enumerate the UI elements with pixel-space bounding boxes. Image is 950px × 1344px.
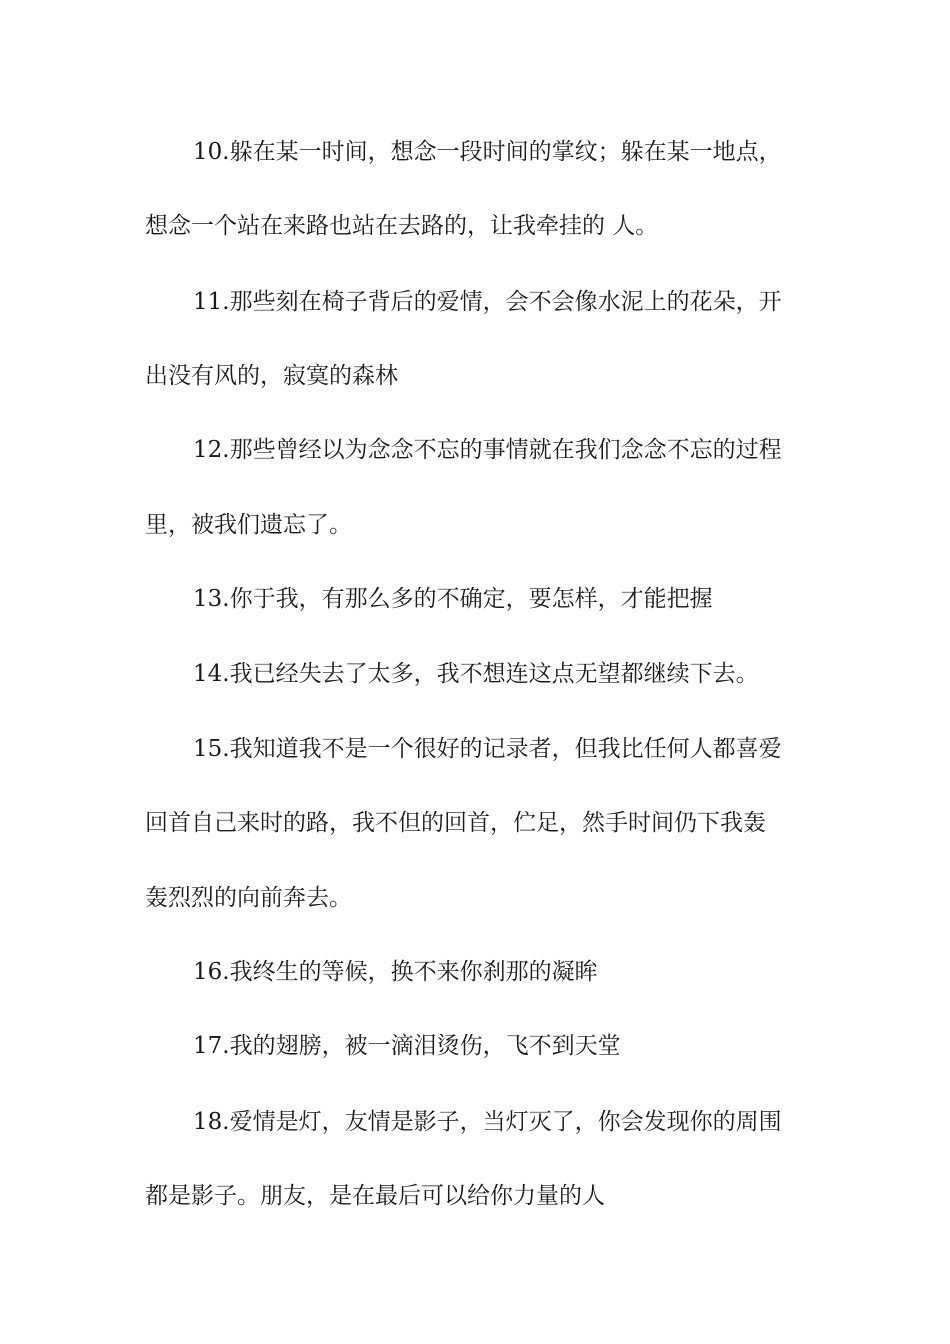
item-13-line-1: 13.你于我，有那么多的不确定，要怎样，才能把握 [193,586,713,612]
item-15-line-3: 轰烈烈的向前奔去。 [145,885,352,911]
item-15-line-2: 回首自己来时的路，我不但的回首，伫足，然手时间仍下我轰 [145,810,766,836]
item-16-line-1: 16.我终生的等候，换不来你刹那的凝眸 [193,959,598,985]
item-17-line-1: 17.我的翅膀，被一滴泪烫伤，飞不到天堂 [193,1033,621,1059]
item-12-line-2: 里，被我们遗忘了。 [145,512,352,538]
item-12-line-1: 12.那些曾经以为念念不忘的事情就在我们念念不忘的过程 [193,437,782,463]
item-11-line-2: 出没有风的，寂寞的森林 [145,363,398,389]
item-10-line-1: 10.躲在某一时间，想念一段时间的掌纹；躲在某一地点， [193,139,782,165]
item-18-line-2: 都是影子。朋友，是在最后可以给你力量的人 [145,1183,605,1209]
item-14-line-1: 14.我已经失去了太多，我不想连这点无望都继续下去。 [193,661,759,687]
item-18-line-1: 18.爱情是灯，友情是影子，当灯灭了，你会发现你的周围 [193,1109,782,1135]
item-15-line-1: 15.我知道我不是一个很好的记录者，但我比任何人都喜爱 [193,736,782,762]
item-11-line-1: 11.那些刻在椅子背后的爱情，会不会像水泥上的花朵，开 [193,289,782,315]
item-10-line-2: 想念一个站在来路也站在去路的，让我牵挂的 人。 [145,213,659,239]
